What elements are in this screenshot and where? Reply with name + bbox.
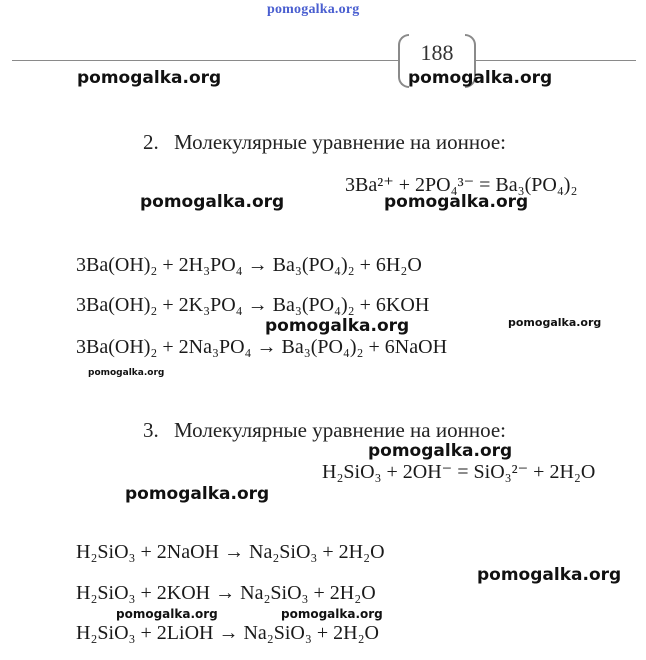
watermark: pomogalka.org — [368, 441, 513, 461]
watermark: pomogalka.org — [116, 607, 218, 621]
section-2-heading: Молекулярные уравнение на ионное: — [174, 130, 506, 154]
watermark: pomogalka.org — [384, 192, 529, 212]
section-2-equation-2: 3Ba(OH)₂ + 2K₃PO₄ → Ba₃(PO₄)₂ + 6KOH — [76, 294, 430, 316]
header-rule — [12, 60, 636, 61]
section-3-number: 3. — [143, 418, 159, 442]
watermark: pomogalka.org — [88, 368, 165, 378]
page-number: 188 — [420, 40, 454, 65]
section-3-heading: Молекулярные уравнение на ионное: — [174, 418, 506, 442]
watermark: pomogalka.org — [477, 565, 622, 585]
watermark: pomogalka.org — [265, 316, 410, 336]
section-2-ionic-equation: 3Ba²⁺ + 2PO₄³⁻ = Ba₃(PO₄)₂ — [345, 174, 578, 196]
watermark: pomogalka.org — [140, 192, 285, 212]
section-3-equation-2: H₂SiO₃ + 2KOH → Na₂SiO₃ + 2H₂O — [76, 582, 376, 604]
section-2-equation-3: 3Ba(OH)₂ + 2Na₃PO₄ → Ba₃(PO₄)₂ + 6NaOH — [76, 336, 448, 358]
section-3-ionic-equation: H₂SiO₃ + 2OH⁻ = SiO₃²⁻ + 2H₂O — [322, 461, 596, 483]
section-2-number: 2. — [143, 130, 159, 154]
watermark: pomogalka.org — [125, 484, 270, 504]
watermark: pomogalka.org — [408, 68, 553, 88]
watermark-top: pomogalka.org — [267, 2, 360, 17]
section-2-equation-1: 3Ba(OH)₂ + 2H₃PO₄ → Ba₃(PO₄)₂ + 6H₂O — [76, 254, 422, 276]
watermark: pomogalka.org — [77, 68, 222, 88]
watermark: pomogalka.org — [508, 316, 602, 329]
section-3-equation-1: H₂SiO₃ + 2NaOH → Na₂SiO₃ + 2H₂O — [76, 541, 385, 563]
watermark: pomogalka.org — [281, 607, 383, 621]
section-3-equation-3: H₂SiO₃ + 2LiOH → Na₂SiO₃ + 2H₂O — [76, 622, 379, 644]
